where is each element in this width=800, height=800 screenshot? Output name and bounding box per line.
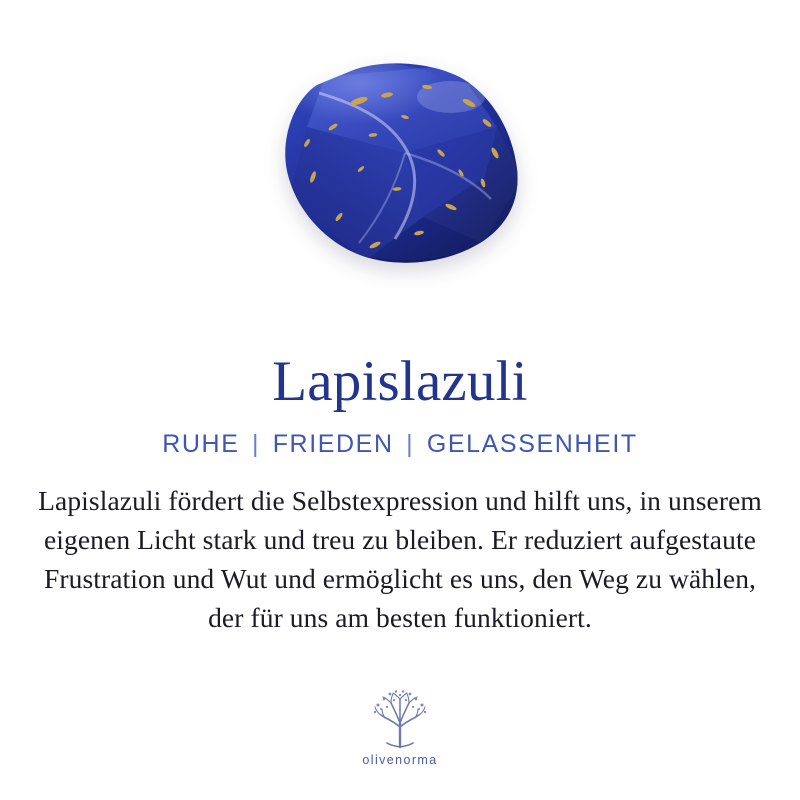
brand-logo xyxy=(362,689,437,767)
lapis-lazuli-stone-image xyxy=(255,57,545,272)
tree-of-life-icon xyxy=(363,689,437,751)
page-title: Lapislazuli xyxy=(272,350,528,413)
keyword-0: RUHE xyxy=(162,429,240,458)
keyword-separator-0: | xyxy=(252,429,261,458)
keyword-2: GELASSENHEIT xyxy=(426,429,638,458)
keyword-list xyxy=(162,430,638,459)
stone-image-container xyxy=(0,4,800,324)
keyword-1: FRIEDEN xyxy=(272,429,394,458)
keyword-separator-1: | xyxy=(406,429,415,458)
brand-name: olivenorma xyxy=(362,752,438,767)
description-text: Lapislazuli fördert die Selbstexpression und hilft uns, in unserem eigenen Licht stark und treu zu bleiben. Er reduziert aufgestaute Frustration und Wut und ermöglicht es uns, den Weg zu wählen, der für uns am besten funktioniert. xyxy=(38,484,762,633)
